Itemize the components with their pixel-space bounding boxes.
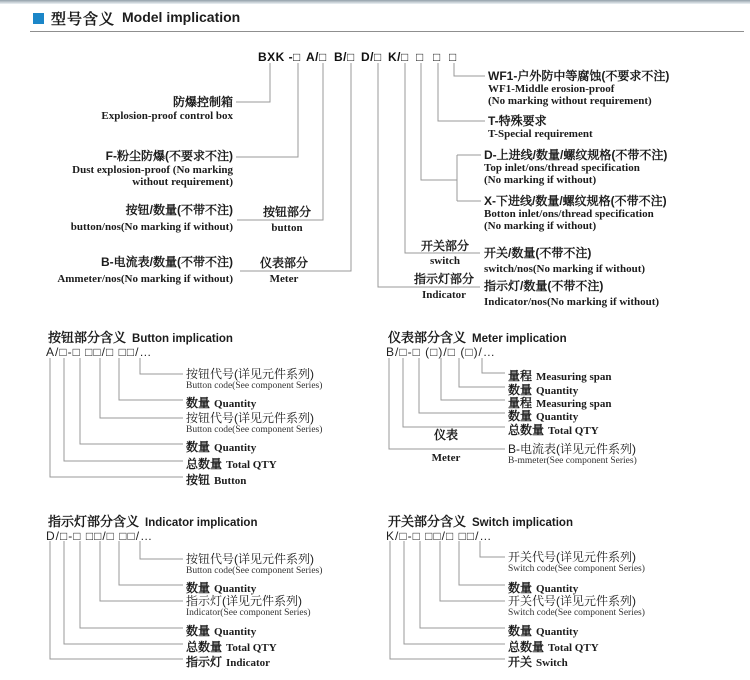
fan-label: 数量 Quantity xyxy=(508,409,579,423)
model-code-part: □ xyxy=(293,50,301,64)
label-button-qty-cn: 按钮/数量(不带不注) xyxy=(125,203,233,217)
fan-label: 按钮代号(详见元件系列) Button code(See component Series) xyxy=(186,367,323,391)
model-code-part: B/□ xyxy=(334,50,355,64)
model-code-part: D/□ xyxy=(361,50,382,64)
fan-label: 按钮代号(详见元件系列) Button code(See component Series) xyxy=(186,552,323,576)
label-dust-explosion-cn: F-粉尘防爆(不要求不注) xyxy=(105,149,233,163)
section-title-meter: 仪表部分含义 Meter implication xyxy=(388,330,567,345)
fan-label: 按钮 Button xyxy=(186,473,247,487)
label-special-requirement: T-特殊要求 T-Special requirement xyxy=(488,114,593,140)
label-ammeter-qty-cn: B-电流表/数量(不带不注) xyxy=(101,255,233,269)
model-code-part: A/□ xyxy=(306,50,327,64)
model-code-part: BXK - xyxy=(258,50,294,64)
fan-label: 指示灯(详见元件系列) Indicator(See component Series) xyxy=(186,594,311,618)
fan-label: 开关代号(详见元件系列) Switch code(See component Series) xyxy=(508,594,645,618)
label-explosion-proof-box-en: Explosion-proof control box xyxy=(101,110,233,122)
branch-button-part-en: button xyxy=(271,222,303,234)
fan-label: 量程 Measuring span xyxy=(508,369,612,383)
section-code-button: A/□-□ □□/□ □□/… xyxy=(46,345,153,359)
fan-label: 开关代号(详见元件系列) Switch code(See component Series) xyxy=(508,550,645,574)
branch-switch-part-cn: 开关部分 xyxy=(420,239,469,253)
branch-switch-part-en: switch xyxy=(430,255,460,267)
label-button-qty-en: button/nos(No marking if without) xyxy=(70,221,233,233)
fan-label: 数量 Quantity xyxy=(186,440,257,454)
page-title-en: Model implication xyxy=(122,9,241,25)
model-code-part: □ xyxy=(416,50,424,64)
label-bottom-inlet: X-下进线/数量/螺纹规格(不带不注) Botton inlet/ons/thread specification (No marking if without) xyxy=(484,194,667,232)
fan-label: 总数量 Total QTY xyxy=(508,423,599,437)
fan-label: 数量 Quantity xyxy=(186,396,257,410)
fan-label: 数量 Quantity xyxy=(186,624,257,638)
branch-indicator-part-cn: 指示灯部分 xyxy=(413,272,474,286)
model-code-part: □ xyxy=(433,50,441,64)
fan-label: 数量 Quantity xyxy=(508,581,579,595)
label-top-inlet: D-上进线/数量/螺纹规格(不带不注) Top inlet/ons/thread specification (No marking if without) xyxy=(484,148,668,186)
branch-meter-part-cn: 仪表部分 xyxy=(259,256,308,270)
branch-meter-en: Meter xyxy=(431,452,461,464)
branch-meter-cn: 仪表 xyxy=(433,428,458,442)
fan-label: 总数量 Total QTY xyxy=(186,640,277,654)
label-ammeter-qty-en: Ammeter/nos(No marking if without) xyxy=(57,273,233,285)
section-title-indicator: 指示灯部分含义 Indicator implication xyxy=(48,514,258,529)
label-indicator-qty: 指示灯/数量(不带不注) Indicator/nos(No marking if without) xyxy=(484,279,660,308)
section-title-switch: 开关部分含义 Switch implication xyxy=(388,514,573,529)
label-explosion-proof-box-cn: 防爆控制箱 xyxy=(172,95,233,109)
fan-label: 开关 Switch xyxy=(508,655,568,669)
fan-label: 数量 Quantity xyxy=(186,581,257,595)
fan-label: 总数量 Total QTY xyxy=(508,640,599,654)
fan-label: 指示灯 Indicator xyxy=(186,655,271,669)
branch-meter-part-en: Meter xyxy=(269,273,299,285)
fan-label: 量程 Measuring span xyxy=(508,396,612,410)
page-title-cn: 型号含义 xyxy=(51,11,116,28)
section-title-button: 按钮部分含义 Button implication xyxy=(48,330,233,345)
model-code-part: □ xyxy=(449,50,457,64)
fan-label: 数量 Quantity xyxy=(508,624,579,638)
label-dust-explosion-en2: without requirement) xyxy=(132,176,233,188)
label-switch-qty: 开关/数量(不带不注) switch/nos(No marking if without) xyxy=(484,246,646,275)
model-code-part: K/□ xyxy=(388,50,409,64)
branch-button-part-cn: 按钮部分 xyxy=(262,205,311,219)
label-wf1-erosion: WF1-户外防中等腐蚀(不要求不注) WF1-Middle erosion-proof (No marking without requirement) xyxy=(488,69,670,107)
fan-label: B-电流表(详见元件系列) B-mmeter(See component Series) xyxy=(508,442,637,466)
label-dust-explosion-en1: Dust explosion-proof (No marking xyxy=(72,164,233,176)
fan-label: 按钮代号(详见元件系列) Button code(See component Series) xyxy=(186,411,323,435)
section-code-meter: B/□-□ (□)/□ (□)/… xyxy=(386,345,496,359)
fan-label: 数量 Quantity xyxy=(508,383,579,397)
section-code-indicator: D/□-□ □□/□ □□/… xyxy=(46,529,154,543)
branch-indicator-part-en: Indicator xyxy=(422,289,466,301)
section-code-switch: K/□-□ □□/□ □□/… xyxy=(386,529,493,543)
fan-label: 总数量 Total QTY xyxy=(186,457,277,471)
